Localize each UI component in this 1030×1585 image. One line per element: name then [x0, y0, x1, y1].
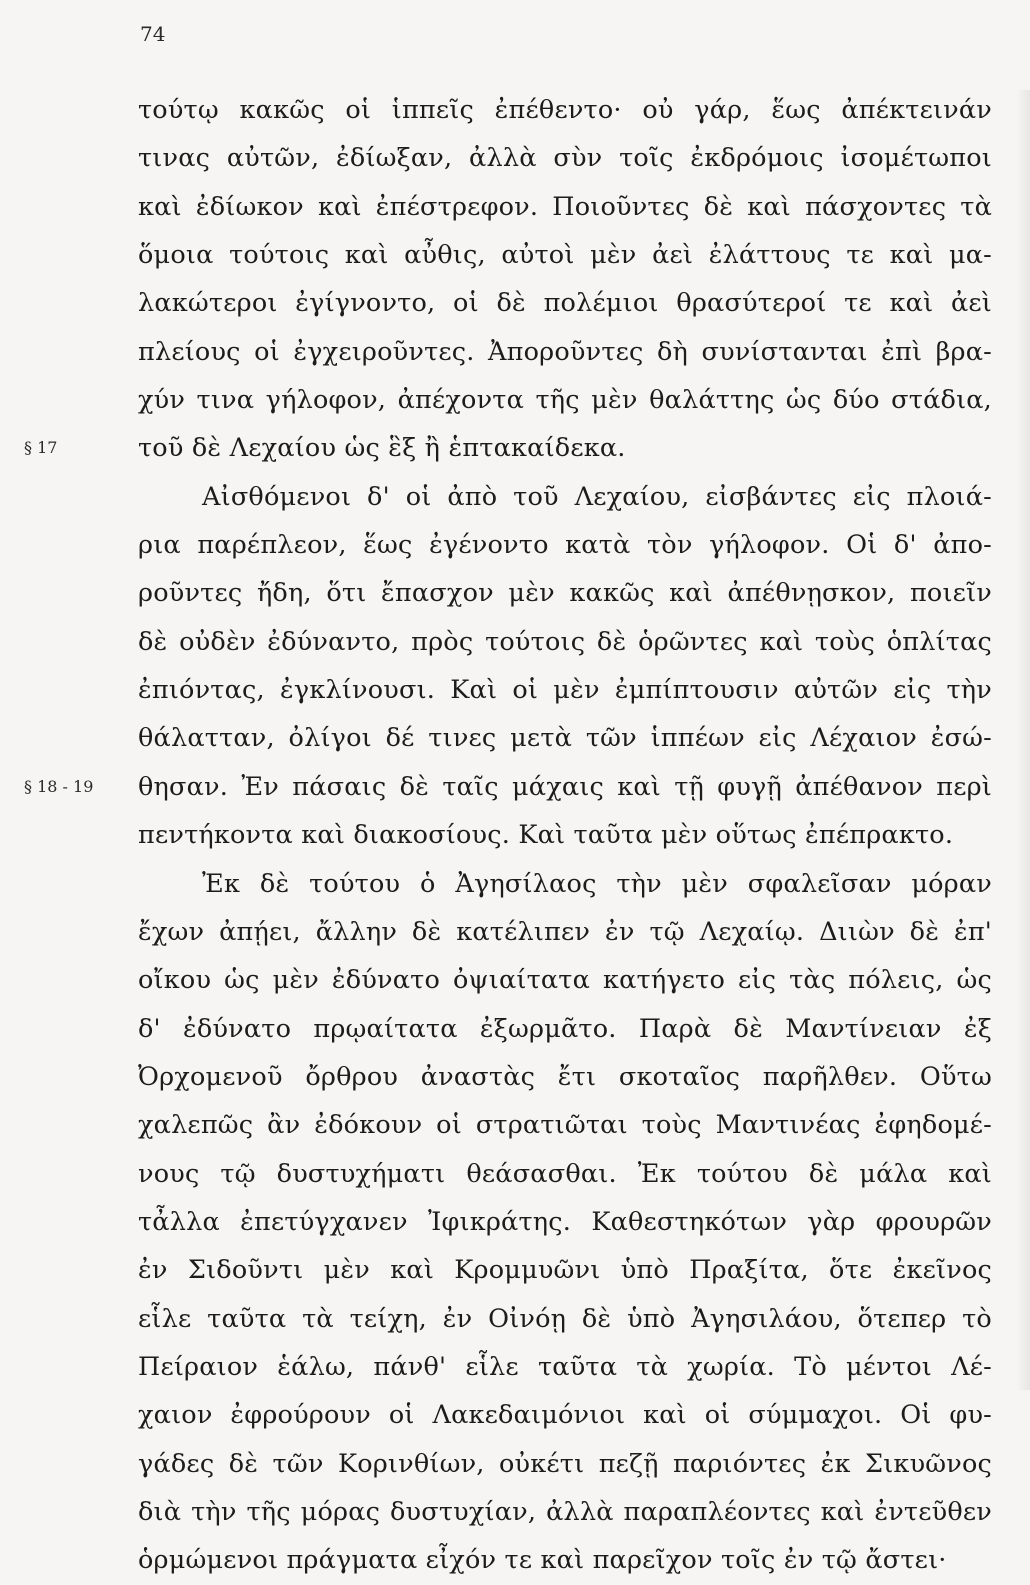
text-line: ἐν Σιδοῦντι μὲν καὶ Κρομμυῶνι ὑπὸ Πραξίτα, ὅτε ἐκεῖνος [138, 1255, 992, 1286]
text-line: θησαν. Ἐν πάσαις δὲ ταῖς μάχαις καὶ τῇ φυγῇ ἀπέθανον περὶ [138, 771, 992, 802]
text-line: γάδες δὲ τῶν Κορινθίων, οὐκέτι πεζῇ παριόντες ἐκ Σικυῶνος [138, 1448, 992, 1479]
text-line: ρια παρέπλεον, ἕως ἐγένοντο κατὰ τὸν γήλοφον. Οἱ δ' ἀπο- [138, 530, 992, 561]
text-line: Αἰσθόμενοι δ' οἱ ἀπὸ τοῦ Λεχαίου, εἰσβάντες εἰς πλοιά- [202, 481, 992, 512]
text-line: ἐπιόντας, ἐγκλίνουσι. Καὶ οἱ μὲν ἐμπίπτουσιν αὐτῶν εἰς τὴν [138, 675, 992, 706]
text-line: Πείραιον ἑάλω, πάνθ' εἷλε ταῦτα τὰ χωρία. Τὸ μέντοι Λέ- [138, 1351, 992, 1382]
text-line: χαιον ἐφρούρουν οἱ Λακεδαιμόνιοι καὶ οἱ σύμμαχοι. Οἱ φυ- [138, 1400, 992, 1431]
text-line: πεντήκοντα καὶ διακοσίους. Καὶ ταῦτα μὲν οὕτως ἐπέπρακτο. [138, 820, 954, 851]
text-line: τοῦ δὲ Λεχαίου ὡς ἓξ ἢ ἑπτακαίδεκα. [138, 433, 626, 464]
text-line: ἔχων ἀπῄει, ἄλλην δὲ κατέλιπεν ἐν τῷ Λεχαίῳ. Διιὼν δὲ ἐπ' [138, 916, 992, 947]
text-line: διὰ τὴν τῆς μόρας δυστυχίαν, ἀλλὰ παραπλέοντες καὶ ἐντεῦθεν [138, 1496, 992, 1527]
text-line: θάλατταν, ὀλίγοι δέ τινες μετὰ τῶν ἱππέων εἰς Λέχαιον ἐσώ- [138, 723, 992, 754]
text-line: χαλεπῶς ἂν ἐδόκουν οἱ στρατιῶται τοὺς Μαντινέας ἐφηδομέ- [138, 1110, 992, 1141]
text-line: πλείους οἱ ἐγχειροῦντες. Ἀποροῦντες δὴ συνίστανται ἐπὶ βρα- [138, 336, 992, 367]
text-line: ροῦντες ἤδη, ὅτι ἔπασχον μὲν κακῶς καὶ ἀπέθνῃσκον, ποιεῖν [138, 578, 992, 609]
text-line: τούτῳ κακῶς οἱ ἱππεῖς ἐπέθεντο· οὐ γάρ, ἕως ἀπέκτεινάν [138, 95, 992, 125]
text-line: δ' ἐδύνατο πρῳαίτατα ἐξωρμᾶτο. Παρὰ δὲ Μαντίνειαν ἐξ [138, 1013, 992, 1044]
text-line: λακώτεροι ἐγίγνοντο, οἱ δὲ πολέμιοι θρασύτεροί τε καὶ ἀεὶ [138, 288, 992, 319]
body-text [138, 86, 992, 1585]
text-line: χύν τινα γήλοφον, ἀπέχοντα τῆς μὲν θαλάττης ὡς δύο στάδια, [138, 385, 992, 416]
text-line: καὶ ἐδίωκον καὶ ἐπέστρεφον. Ποιοῦντες δὲ καὶ πάσχοντες τὰ [138, 191, 992, 222]
text-line: νους τῷ δυστυχήματι θεάσασθαι. Ἐκ τούτου δὲ μάλα καὶ [138, 1158, 992, 1189]
page-edge-shadow [1016, 90, 1030, 1390]
section-marker-18-19: § 18 - 19 [24, 777, 94, 796]
text-line: οἴκου ὡς μὲν ἐδύνατο ὀψιαίτατα κατήγετο εἰς τὰς πόλεις, ὡς [138, 965, 992, 996]
text-line: δὲ οὐδὲν ἐδύναντο, πρὸς τούτοις δὲ ὁρῶντες καὶ τοὺς ὁπλίτας [138, 626, 992, 657]
text-line: εἷλε ταῦτα τὰ τείχη, ἐν Οἰνόῃ δὲ ὑπὸ Ἀγησιλάου, ὅτεπερ τὸ [138, 1303, 992, 1334]
text-line: ὅμοια τούτοις καὶ αὖθις, αὐτοὶ μὲν ἀεὶ ἐλάττους τε καὶ μα- [138, 240, 992, 271]
text-line: τἆλλα ἐπετύγχανεν Ἰφικράτης. Καθεστηκότων γὰρ φρουρῶν [138, 1206, 992, 1237]
text-line: ὁρμώμενοι πράγματα εἶχόν τε καὶ παρεῖχον τοῖς ἐν τῷ ἄστει· [138, 1545, 947, 1576]
text-line: Ἐκ δὲ τούτου ὁ Ἀγησίλαος τὴν μὲν σφαλεῖσαν μόραν [202, 868, 992, 899]
text-line: τινας αὐτῶν, ἐδίωξαν, ἀλλὰ σὺν τοῖς ἐκδρόμοις ἰσομέτωποι [138, 143, 992, 174]
section-marker-17: § 17 [24, 438, 58, 457]
page-number: 74 [140, 22, 166, 46]
text-line: Ὀρχομενοῦ ὄρθρου ἀναστὰς ἔτι σκοταῖος παρῆλθεν. Οὕτω [138, 1061, 992, 1092]
